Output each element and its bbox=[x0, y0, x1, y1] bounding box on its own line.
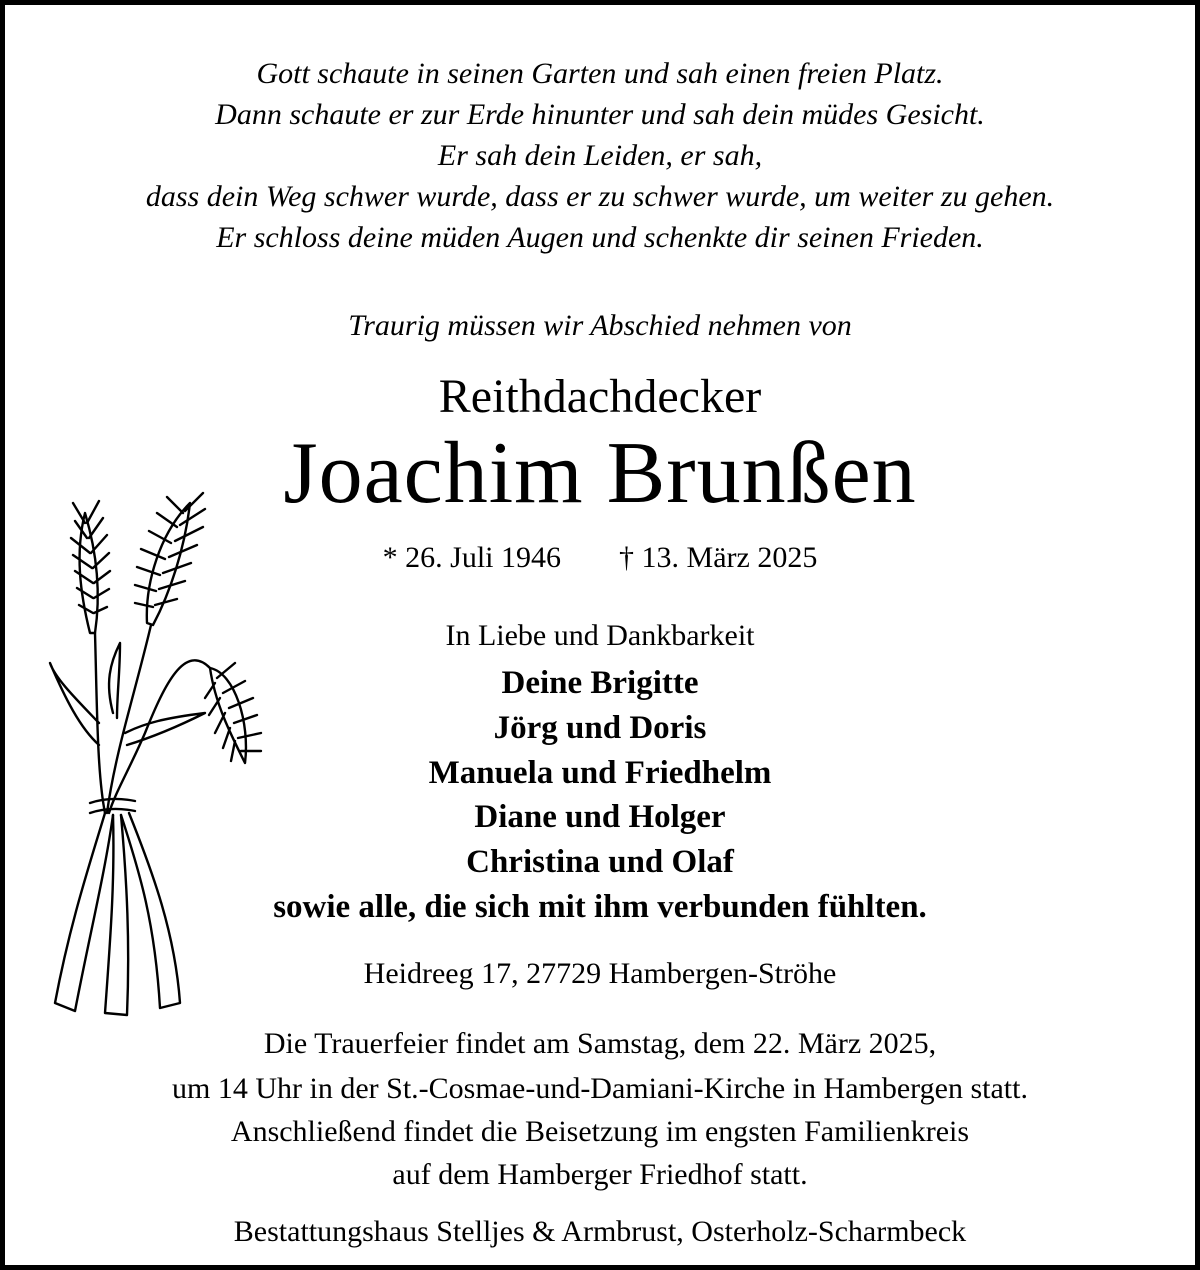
death-date: † 13. März 2025 bbox=[619, 541, 818, 574]
mourner-name: Manuela und Friedhelm bbox=[428, 755, 772, 791]
wheat-stems bbox=[55, 813, 180, 1015]
mourners-closing: sowie alle, die sich mit ihm verbunden fühlten. bbox=[273, 889, 927, 925]
wheat-ear-right bbox=[109, 660, 261, 813]
poem-line: Er schloss deine müden Augen und schenkte dir seinen Frieden. bbox=[216, 221, 984, 254]
funeral-line: Anschließend findet die Beisetzung im engsten Familienkreis bbox=[230, 1115, 970, 1148]
deceased-name: Joachim Brunßen bbox=[283, 425, 917, 522]
wheat-leaf bbox=[125, 713, 205, 745]
poem-line: Dann schaute er zur Erde hinunter und sah dein müdes Gesicht. bbox=[215, 98, 985, 131]
poem-line: Gott schaute in seinen Garten und sah einen freien Platz. bbox=[256, 57, 944, 90]
funeral-line: um 14 Uhr in der St.-Cosmae-und-Damiani-Kirche in Hambergen statt. bbox=[172, 1072, 1028, 1105]
mourners-heading: In Liebe und Dankbarkeit bbox=[445, 619, 755, 652]
mourner-name: Diane und Holger bbox=[474, 799, 726, 835]
mourner-name: Jörg und Doris bbox=[493, 710, 707, 746]
wheat-leaf bbox=[50, 663, 99, 745]
poem-line: dass dein Weg schwer wurde, dass er zu schwer wurde, um weiter zu gehen. bbox=[145, 180, 1055, 213]
poem-line: Er sah dein Leiden, er sah, bbox=[437, 139, 763, 172]
undertaker: Bestattungshaus Stelljes & Armbrust, Osterholz-Scharmbeck bbox=[233, 1215, 967, 1248]
wheat-ear-middle bbox=[107, 493, 205, 813]
funeral-line: auf dem Hamberger Friedhof statt. bbox=[392, 1158, 808, 1191]
wheat-leaf bbox=[109, 643, 120, 718]
wheat-bundle-icon bbox=[35, 483, 295, 1033]
mourner-name: Christina und Olaf bbox=[466, 844, 734, 880]
wheat-ear-left bbox=[71, 501, 110, 813]
funeral-line: Die Trauerfeier findet am Samstag, dem 22. März 2025, bbox=[263, 1027, 937, 1060]
birth-date: * 26. Juli 1946 bbox=[382, 541, 562, 574]
address: Heidreeg 17, 27729 Hambergen-Ströhe bbox=[363, 957, 837, 990]
mourner-name: Deine Brigitte bbox=[501, 665, 699, 701]
profession: Reithdachdecker bbox=[438, 370, 762, 423]
intro-text: Traurig müssen wir Abschied nehmen von bbox=[348, 309, 852, 342]
